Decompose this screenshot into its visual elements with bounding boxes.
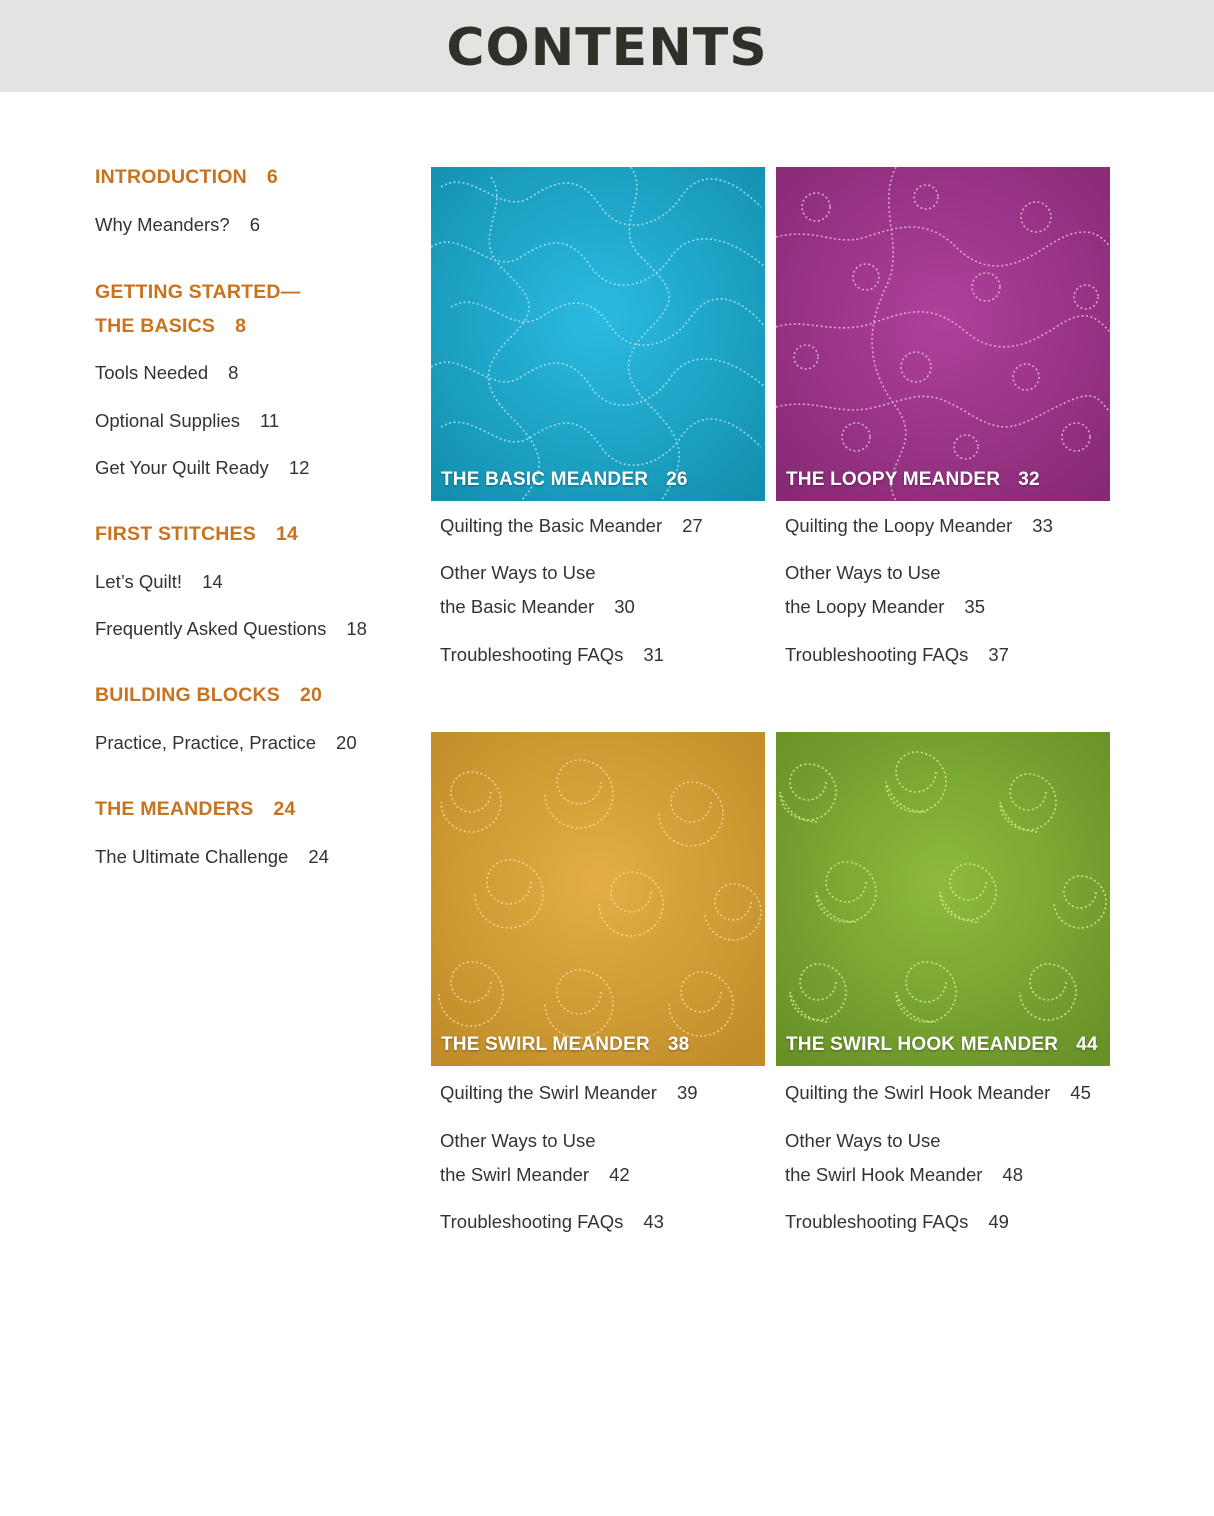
toc-entry-title: Let’s Quilt! bbox=[95, 571, 183, 592]
meander-page: 44 bbox=[1076, 1034, 1098, 1055]
toc-entry[interactable] bbox=[440, 1076, 698, 1110]
toc-section-title: THE MEANDERS bbox=[95, 798, 254, 820]
loopy-meander-swatch-icon bbox=[776, 167, 1110, 501]
toc-entry[interactable] bbox=[440, 1205, 664, 1239]
toc-entry-page: 11 bbox=[260, 410, 280, 431]
toc-section-building-blocks[interactable] bbox=[95, 678, 322, 712]
toc-entry-line1[interactable] bbox=[785, 556, 941, 590]
meander-title: THE LOOPY MEANDER bbox=[786, 469, 1001, 490]
toc-entry-title: Practice, Practice, Practice bbox=[95, 732, 317, 753]
toc-entry-title: Optional Supplies bbox=[95, 410, 241, 431]
toc-entry[interactable] bbox=[785, 509, 1053, 543]
toc-entry[interactable] bbox=[95, 356, 238, 390]
swirl-meander-swatch-icon bbox=[431, 732, 765, 1066]
toc-entry-title: Troubleshooting FAQs bbox=[785, 1211, 969, 1232]
toc-section-introduction[interactable] bbox=[95, 160, 278, 194]
meander-title: THE BASIC MEANDER bbox=[441, 469, 649, 490]
toc-section-page: 14 bbox=[275, 523, 299, 545]
meander-page: 26 bbox=[666, 469, 688, 490]
toc-entry-page: 27 bbox=[682, 515, 703, 536]
toc-entry[interactable] bbox=[785, 1205, 1009, 1239]
loopy-meander-swatch[interactable] bbox=[776, 167, 1110, 501]
toc-entry-page: 48 bbox=[1002, 1164, 1023, 1185]
toc-section-page: 24 bbox=[273, 798, 296, 820]
toc-entry-title: Quilting the Loopy Meander bbox=[785, 515, 1013, 536]
toc-entry-title: the Swirl Meander bbox=[440, 1164, 590, 1185]
toc-entry-page: 43 bbox=[643, 1211, 664, 1232]
toc-entry-page: 8 bbox=[228, 362, 239, 383]
toc-entry-page: 42 bbox=[609, 1164, 630, 1185]
meander-page: 38 bbox=[667, 1034, 690, 1055]
toc-entry[interactable] bbox=[95, 451, 309, 485]
basic-meander-swatch-icon bbox=[431, 167, 765, 501]
swirl-meander-caption bbox=[441, 1034, 689, 1056]
toc-section-getting-started-line1[interactable] bbox=[95, 275, 300, 309]
meander-title: THE SWIRL HOOK MEANDER bbox=[786, 1034, 1059, 1055]
toc-entry-line1[interactable] bbox=[785, 1124, 941, 1158]
toc-entry-page: 24 bbox=[308, 846, 329, 867]
toc-section-getting-started[interactable] bbox=[95, 309, 246, 343]
toc-entry-page: 35 bbox=[964, 596, 985, 617]
toc-entry-page: 33 bbox=[1032, 515, 1053, 536]
toc-entry-page: 6 bbox=[249, 214, 260, 235]
toc-entry[interactable] bbox=[95, 404, 279, 438]
toc-entry[interactable] bbox=[785, 590, 985, 624]
toc-entry-title: Troubleshooting FAQs bbox=[440, 644, 624, 665]
loopy-meander-caption bbox=[786, 469, 1040, 491]
toc-section-first-stitches[interactable] bbox=[95, 517, 298, 551]
toc-entry-page: 31 bbox=[643, 644, 664, 665]
toc-section-title: FIRST STITCHES bbox=[95, 523, 256, 545]
toc-entry-page: 12 bbox=[288, 457, 310, 478]
toc-entry-page: 37 bbox=[988, 644, 1009, 665]
page-title: CONTENTS bbox=[446, 18, 768, 78]
toc-entry-title: The Ultimate Challenge bbox=[95, 846, 289, 867]
toc-entry-title-line1: Other Ways to Use bbox=[785, 562, 941, 583]
basic-meander-swatch[interactable] bbox=[431, 167, 765, 501]
toc-entry[interactable] bbox=[440, 590, 635, 624]
header-band bbox=[0, 0, 1214, 92]
swirl-meander-swatch[interactable] bbox=[431, 732, 765, 1066]
toc-entry-page: 45 bbox=[1070, 1082, 1091, 1103]
toc-entry[interactable] bbox=[95, 565, 223, 599]
toc-section-page: 6 bbox=[266, 166, 278, 188]
meander-title: THE SWIRL MEANDER bbox=[441, 1034, 650, 1055]
toc-entry-title: Quilting the Swirl Meander bbox=[440, 1082, 657, 1103]
toc-section-page: 8 bbox=[235, 315, 247, 337]
toc-entry-page: 39 bbox=[676, 1082, 698, 1103]
toc-entry-page: 14 bbox=[202, 571, 223, 592]
swirl-hook-meander-swatch-icon bbox=[776, 732, 1110, 1066]
toc-entry-title: Quilting the Swirl Hook Meander bbox=[785, 1082, 1051, 1103]
toc-section-title-line1: GETTING STARTED— bbox=[95, 281, 301, 303]
toc-entry-title: Troubleshooting FAQs bbox=[785, 644, 969, 665]
toc-entry[interactable] bbox=[95, 726, 357, 760]
toc-entry[interactable] bbox=[440, 1158, 630, 1192]
toc-entry-title: Frequently Asked Questions bbox=[95, 618, 327, 639]
toc-entry[interactable] bbox=[95, 840, 329, 874]
swirl-hook-meander-swatch[interactable] bbox=[776, 732, 1110, 1066]
toc-entry-page: 18 bbox=[346, 618, 367, 639]
toc-entry-title: Get Your Quilt Ready bbox=[95, 457, 269, 478]
basic-meander-caption bbox=[441, 469, 688, 491]
toc-section-title: INTRODUCTION bbox=[95, 166, 247, 188]
toc-entry-title: the Loopy Meander bbox=[785, 596, 945, 617]
toc-entry-title-line1: Other Ways to Use bbox=[440, 562, 596, 583]
toc-entry-line1[interactable] bbox=[440, 556, 596, 590]
toc-entry-title: Why Meanders? bbox=[95, 214, 230, 235]
toc-entry-page: 49 bbox=[988, 1211, 1009, 1232]
toc-entry[interactable] bbox=[95, 612, 367, 646]
toc-section-title: THE BASICS bbox=[95, 315, 216, 337]
toc-entry-title: the Swirl Hook Meander bbox=[785, 1164, 983, 1185]
toc-entry-title: Tools Needed bbox=[95, 362, 209, 383]
toc-entry-page: 20 bbox=[336, 732, 357, 753]
toc-entry-title: Quilting the Basic Meander bbox=[440, 515, 663, 536]
toc-section-the-meanders[interactable] bbox=[95, 792, 296, 826]
toc-entry-page: 30 bbox=[614, 596, 635, 617]
toc-entry-title-line1: Other Ways to Use bbox=[785, 1130, 941, 1151]
toc-section-page: 20 bbox=[300, 684, 323, 706]
toc-entry-line1[interactable] bbox=[440, 1124, 596, 1158]
toc-entry[interactable] bbox=[95, 208, 260, 242]
toc-entry-title: the Basic Meander bbox=[440, 596, 595, 617]
toc-entry-title: Troubleshooting FAQs bbox=[440, 1211, 624, 1232]
toc-entry[interactable] bbox=[785, 638, 1009, 672]
toc-entry-title-line1: Other Ways to Use bbox=[440, 1130, 596, 1151]
toc-entry[interactable] bbox=[440, 509, 703, 543]
meander-page: 32 bbox=[1018, 469, 1040, 490]
swirl-hook-meander-caption bbox=[786, 1034, 1098, 1056]
toc-section-title: BUILDING BLOCKS bbox=[95, 684, 280, 706]
toc-entry[interactable] bbox=[440, 638, 664, 672]
toc-entry[interactable] bbox=[785, 1076, 1091, 1110]
toc-entry[interactable] bbox=[785, 1158, 1023, 1192]
